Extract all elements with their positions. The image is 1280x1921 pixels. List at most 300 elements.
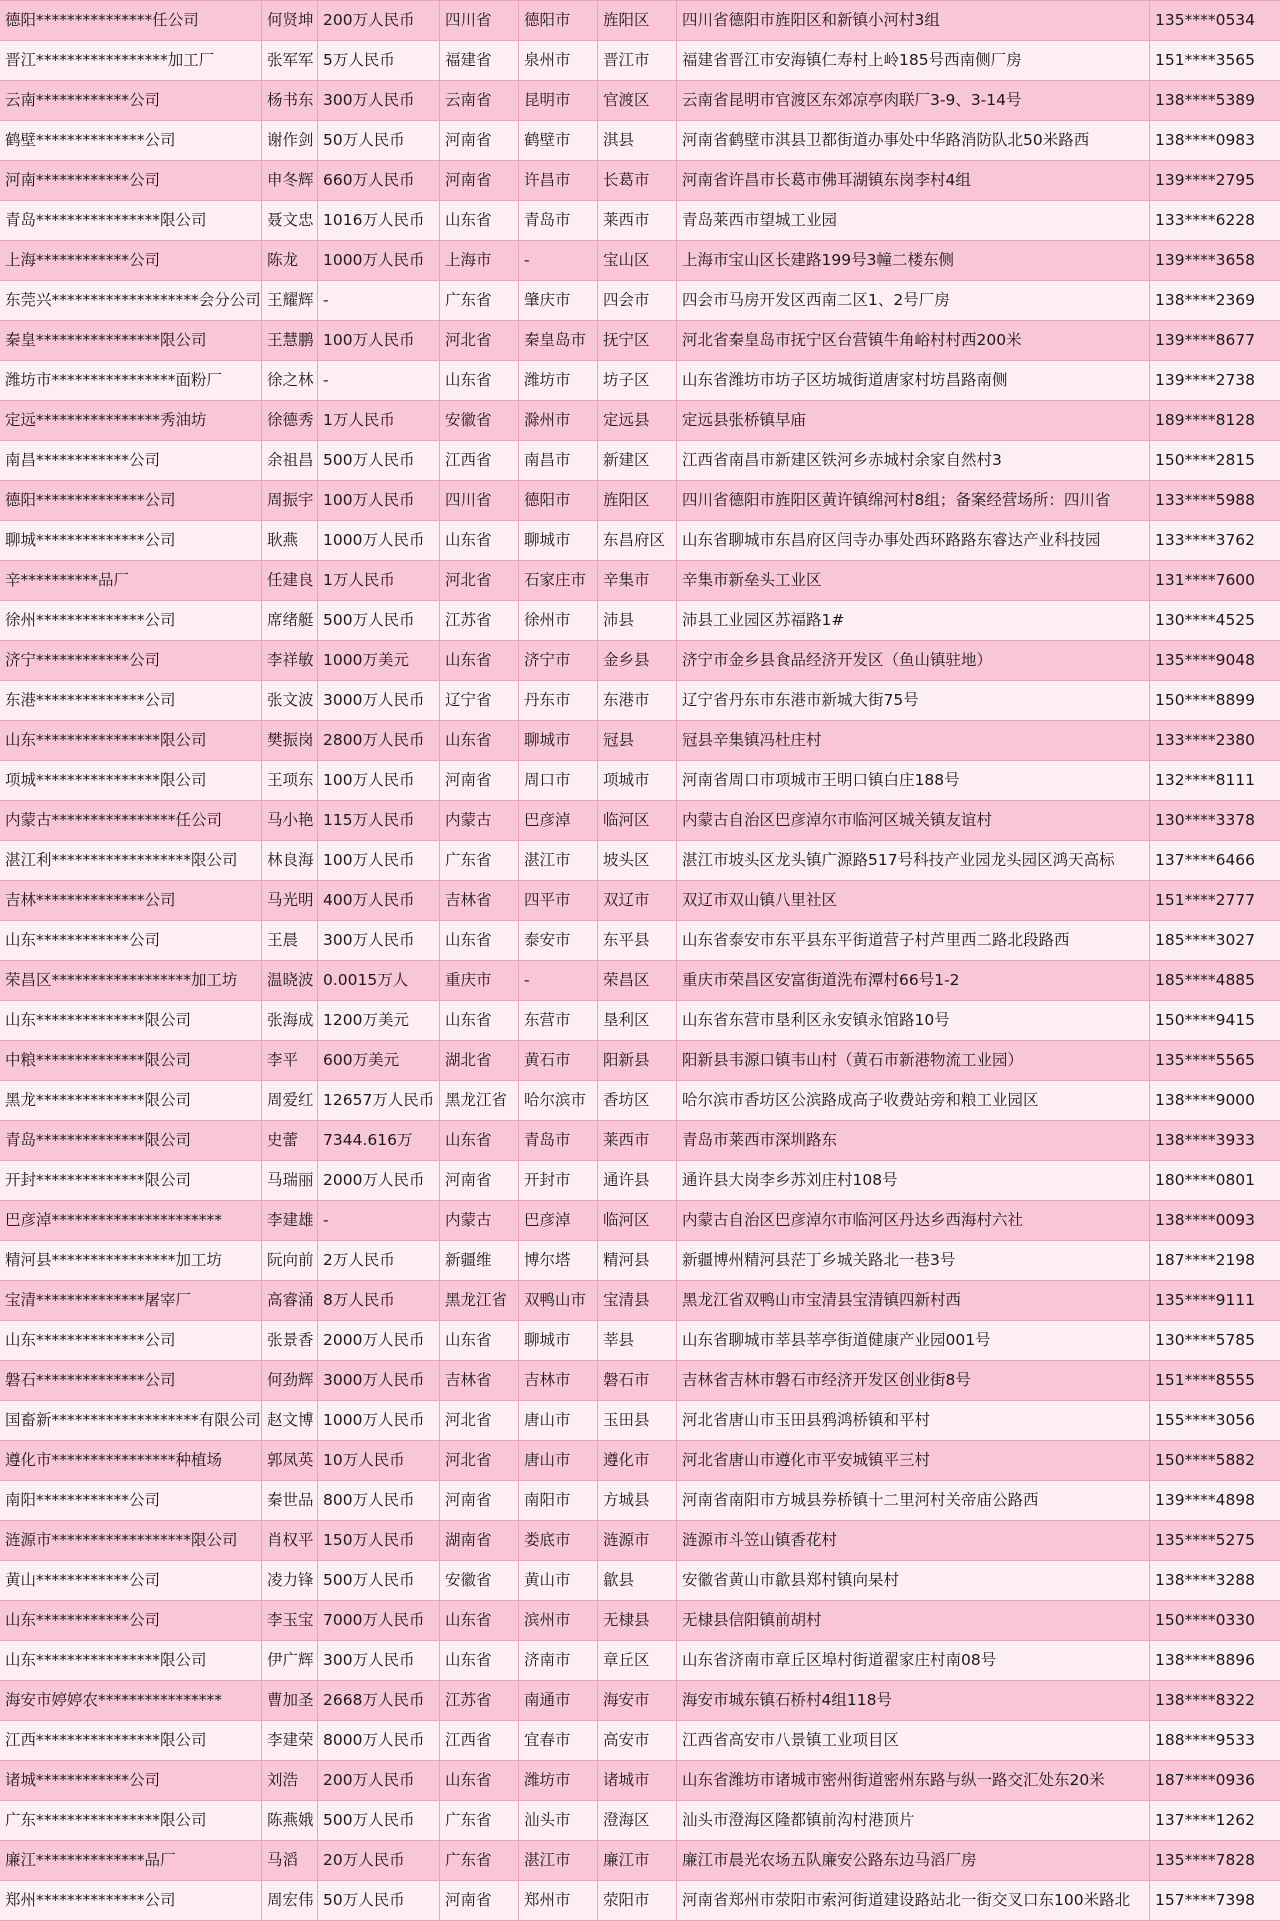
district-cell: 廉江市 (598, 1841, 677, 1880)
company-name-cell: 湛江利******************限公司 (0, 841, 262, 880)
city-cell: 潍坊市 (519, 1761, 598, 1800)
province-cell: 江苏省 (440, 1681, 519, 1720)
legal-person-cell: 王慧鹏 (262, 321, 318, 360)
district-cell: 磐石市 (598, 1361, 677, 1400)
district-cell: 宝清县 (598, 1281, 677, 1320)
address-cell: 云南省昆明市官渡区东郊凉亭肉联厂3-9、3-14号 (677, 81, 1150, 120)
registered-capital-cell: 100万人民币 (318, 481, 440, 520)
table-row (0, 1161, 1280, 1201)
registered-capital-cell: 500万人民币 (318, 1561, 440, 1600)
legal-person-cell: 刘浩 (262, 1761, 318, 1800)
province-cell: 山东省 (440, 1641, 519, 1680)
phone-cell: 150****9415 (1155, 1011, 1256, 1029)
city-cell: 宜春市 (519, 1721, 598, 1760)
city-cell: 南昌市 (519, 441, 598, 480)
company-name-cell: 青岛**************限公司 (0, 1121, 262, 1160)
address-cell: 黑龙江省双鸭山市宝清县宝清镇四新村西 (677, 1281, 1150, 1320)
legal-person-cell: 何贤坤 (262, 1, 318, 40)
company-name-cell: 郑州**************公司 (0, 1881, 262, 1920)
company-name-cell: 山东************公司 (0, 1601, 262, 1640)
phone-cell: 185****4885 (1155, 971, 1256, 989)
address-cell: 四川省德阳市旌阳区和新镇小河村3组 (677, 1, 1150, 40)
district-cell: 荣昌区 (598, 961, 677, 1000)
company-name-cell: 山东**************限公司 (0, 1001, 262, 1040)
province-cell: 山东省 (440, 201, 519, 240)
legal-person-cell: 秦世品 (262, 1481, 318, 1520)
district-cell: 淇县 (598, 121, 677, 160)
province-cell: 广东省 (440, 841, 519, 880)
province-cell: 云南省 (440, 81, 519, 120)
phone-cell: 131****7600 (1155, 571, 1256, 589)
legal-person-cell: 周宏伟 (262, 1881, 318, 1920)
legal-person-cell: 温晓波 (262, 961, 318, 1000)
city-cell: 聊城市 (519, 721, 598, 760)
address-cell: 山东省潍坊市坊子区坊城街道唐家村坊昌路南侧 (677, 361, 1150, 400)
legal-person-cell: 马小艳 (262, 801, 318, 840)
legal-person-cell: 任建良 (262, 561, 318, 600)
address-cell: 河南省郑州市荥阳市索河街道建设路站北一街交叉口东100米路北 (677, 1881, 1150, 1920)
table-row (0, 1721, 1280, 1761)
company-name-cell: 诸城************公司 (0, 1761, 262, 1800)
table-row (0, 561, 1280, 601)
legal-person-cell: 杨书东 (262, 81, 318, 120)
table-row (0, 1081, 1280, 1121)
district-cell: 章丘区 (598, 1641, 677, 1680)
company-name-cell: 涟源市******************限公司 (0, 1521, 262, 1560)
province-cell: 新疆维 (440, 1241, 519, 1280)
table-row (0, 841, 1280, 881)
district-cell: 澄海区 (598, 1801, 677, 1840)
registered-capital-cell: 500万人民币 (318, 601, 440, 640)
address-cell: 四会市马房开发区西南二区1、2号厂房 (677, 281, 1150, 320)
table-row (0, 241, 1280, 281)
table-row (0, 361, 1280, 401)
phone-cell: 138****8322 (1155, 1691, 1256, 1709)
address-cell: 河北省唐山市玉田县鸦鸿桥镇和平村 (677, 1401, 1150, 1440)
address-cell: 山东省泰安市东平县东平街道营子村芦里西二路北段路西 (677, 921, 1150, 960)
registered-capital-cell: 1016万人民币 (318, 201, 440, 240)
table-row (0, 41, 1280, 81)
company-name-cell: 聊城**************公司 (0, 521, 262, 560)
phone-cell: 151****2777 (1155, 891, 1256, 909)
province-cell: 河北省 (440, 1401, 519, 1440)
phone-cell: 155****3056 (1155, 1411, 1256, 1429)
table-row (0, 1641, 1280, 1681)
city-cell: 开封市 (519, 1161, 598, 1200)
registered-capital-cell: 300万人民币 (318, 81, 440, 120)
city-cell: 鹤壁市 (519, 121, 598, 160)
address-cell: 定远县张桥镇早庙 (677, 401, 1150, 440)
registered-capital-cell: 1000万人民币 (318, 521, 440, 560)
city-cell: 娄底市 (519, 1521, 598, 1560)
legal-person-cell: 史蕾 (262, 1121, 318, 1160)
address-cell: 河南省鹤壁市淇县卫都街道办事处中华路消防队北50米路西 (677, 121, 1150, 160)
phone-cell: 135****9048 (1155, 651, 1256, 669)
legal-person-cell: 李平 (262, 1041, 318, 1080)
legal-person-cell: 张海成 (262, 1001, 318, 1040)
table-row (0, 761, 1280, 801)
city-cell: 湛江市 (519, 841, 598, 880)
registered-capital-cell: 500万人民币 (318, 441, 440, 480)
city-cell: 南通市 (519, 1681, 598, 1720)
district-cell: 临河区 (598, 801, 677, 840)
city-cell: 肇庆市 (519, 281, 598, 320)
phone-cell: 187****0936 (1155, 1771, 1256, 1789)
legal-person-cell: 席绪艇 (262, 601, 318, 640)
province-cell: 山东省 (440, 1001, 519, 1040)
address-cell: 四川省德阳市旌阳区黄许镇绵河村8组；备案经营场所：四川省 (677, 481, 1150, 520)
company-name-cell: 江西****************限公司 (0, 1721, 262, 1760)
address-cell: 新疆博州精河县茫丁乡城关路北一巷3号 (677, 1241, 1150, 1280)
address-cell: 哈尔滨市香坊区公滨路成高子收费站旁和粮工业园区 (677, 1081, 1150, 1120)
company-name-cell: 徐州**************公司 (0, 601, 262, 640)
legal-person-cell: 曹加圣 (262, 1681, 318, 1720)
district-cell: 定远县 (598, 401, 677, 440)
province-cell: 河南省 (440, 761, 519, 800)
city-cell: 聊城市 (519, 1321, 598, 1360)
company-name-cell: 河南************公司 (0, 161, 262, 200)
address-cell: 山东省东营市垦利区永安镇永馆路10号 (677, 1001, 1150, 1040)
registered-capital-cell: 600万美元 (318, 1041, 440, 1080)
city-cell: 郑州市 (519, 1881, 598, 1920)
district-cell: 宝山区 (598, 241, 677, 280)
legal-person-cell: 申冬辉 (262, 161, 318, 200)
company-name-cell: 东莞兴*******************会分公司 (0, 281, 262, 320)
legal-person-cell: 马瑞丽 (262, 1161, 318, 1200)
city-cell: 泰安市 (519, 921, 598, 960)
address-cell: 河北省秦皇岛市抚宁区台营镇牛角峪村村西200米 (677, 321, 1150, 360)
legal-person-cell: 徐德秀 (262, 401, 318, 440)
address-cell: 福建省晋江市安海镇仁寿村上岭185号西南侧厂房 (677, 41, 1150, 80)
province-cell: 吉林省 (440, 1361, 519, 1400)
company-name-cell: 山东**************公司 (0, 1321, 262, 1360)
phone-cell: 138****0093 (1155, 1211, 1256, 1229)
legal-person-cell: 聂文忠 (262, 201, 318, 240)
phone-cell: 138****8896 (1155, 1651, 1256, 1669)
province-cell: 河北省 (440, 1441, 519, 1480)
registered-capital-cell: 300万人民币 (318, 921, 440, 960)
registered-capital-cell: 1万人民币 (318, 401, 440, 440)
table-row (0, 1321, 1280, 1361)
province-cell: 广东省 (440, 1801, 519, 1840)
registered-capital-cell: 100万人民币 (318, 321, 440, 360)
city-cell: 唐山市 (519, 1441, 598, 1480)
province-cell: 重庆市 (440, 961, 519, 1000)
registered-capital-cell: 115万人民币 (318, 801, 440, 840)
legal-person-cell: 阮向前 (262, 1241, 318, 1280)
city-cell: 黄石市 (519, 1041, 598, 1080)
legal-person-cell: 张文波 (262, 681, 318, 720)
table-row (0, 281, 1280, 321)
city-cell: 吉林市 (519, 1361, 598, 1400)
registered-capital-cell: - (318, 1201, 440, 1240)
district-cell: 坡头区 (598, 841, 677, 880)
address-cell: 内蒙古自治区巴彦淖尔市临河区城关镇友谊村 (677, 801, 1150, 840)
province-cell: 四川省 (440, 481, 519, 520)
address-cell: 山东省济南市章丘区埠村街道翟家庄村南08号 (677, 1641, 1150, 1680)
province-cell: 河北省 (440, 561, 519, 600)
company-name-cell: 中粮**************限公司 (0, 1041, 262, 1080)
company-name-cell: 宝清**************屠宰厂 (0, 1281, 262, 1320)
company-name-cell: 德阳***************任公司 (0, 1, 262, 40)
table-row (0, 1281, 1280, 1321)
address-cell: 辛集市新垒头工业区 (677, 561, 1150, 600)
district-cell: 东昌府区 (598, 521, 677, 560)
registered-capital-cell: 2800万人民币 (318, 721, 440, 760)
table-row (0, 921, 1280, 961)
district-cell: 莱西市 (598, 201, 677, 240)
table-row (0, 1241, 1280, 1281)
province-cell: 山东省 (440, 1321, 519, 1360)
district-cell: 精河县 (598, 1241, 677, 1280)
company-name-cell: 巴彦淖********************** (0, 1201, 262, 1240)
registered-capital-cell: 1200万美元 (318, 1001, 440, 1040)
legal-person-cell: 张景香 (262, 1321, 318, 1360)
table-row (0, 1201, 1280, 1241)
legal-person-cell: 肖权平 (262, 1521, 318, 1560)
province-cell: 湖北省 (440, 1041, 519, 1080)
city-cell: 双鸭山市 (519, 1281, 598, 1320)
table-row (0, 161, 1280, 201)
address-cell: 青岛市莱西市深圳路东 (677, 1121, 1150, 1160)
address-cell: 河南省许昌市长葛市佛耳湖镇东岗李村4组 (677, 161, 1150, 200)
registered-capital-cell: 300万人民币 (318, 1641, 440, 1680)
table-row (0, 481, 1280, 521)
registered-capital-cell: 1000万人民币 (318, 1401, 440, 1440)
legal-person-cell: 陈龙 (262, 241, 318, 280)
legal-person-cell: 余祖昌 (262, 441, 318, 480)
city-cell: 青岛市 (519, 1121, 598, 1160)
address-cell: 重庆市荣昌区安富街道洗布潭村66号1-2 (677, 961, 1150, 1000)
city-cell: 东营市 (519, 1001, 598, 1040)
registered-capital-cell: 2万人民币 (318, 1241, 440, 1280)
province-cell: 河南省 (440, 1161, 519, 1200)
registered-capital-cell: 3000万人民币 (318, 681, 440, 720)
city-cell: 湛江市 (519, 1841, 598, 1880)
province-cell: 山东省 (440, 921, 519, 960)
district-cell: 辛集市 (598, 561, 677, 600)
phone-cell: 133****3762 (1155, 531, 1256, 549)
registered-capital-cell: - (318, 281, 440, 320)
district-cell: 方城县 (598, 1481, 677, 1520)
table-row (0, 1001, 1280, 1041)
legal-person-cell: 张军军 (262, 41, 318, 80)
phone-cell: 138****2369 (1155, 291, 1256, 309)
phone-cell: 150****0330 (1155, 1611, 1256, 1629)
address-cell: 内蒙古自治区巴彦淖尔市临河区丹达乡西海村六社 (677, 1201, 1150, 1240)
province-cell: 山东省 (440, 521, 519, 560)
registered-capital-cell: 1000万美元 (318, 641, 440, 680)
company-name-cell: 山东****************限公司 (0, 1641, 262, 1680)
city-cell: 昆明市 (519, 81, 598, 120)
phone-cell: 135****5565 (1155, 1051, 1256, 1069)
company-name-cell: 秦皇****************限公司 (0, 321, 262, 360)
table-row (0, 721, 1280, 761)
company-name-cell: 黑龙**************限公司 (0, 1081, 262, 1120)
company-name-cell: 项城****************限公司 (0, 761, 262, 800)
province-cell: 上海市 (440, 241, 519, 280)
registered-capital-cell: 10万人民币 (318, 1441, 440, 1480)
registered-capital-cell: 0.0015万人 (318, 961, 440, 1000)
province-cell: 河南省 (440, 1481, 519, 1520)
province-cell: 山东省 (440, 721, 519, 760)
company-name-cell: 潍坊市****************面粉厂 (0, 361, 262, 400)
district-cell: 项城市 (598, 761, 677, 800)
province-cell: 河北省 (440, 321, 519, 360)
registered-capital-cell: 2668万人民币 (318, 1681, 440, 1720)
province-cell: 安徽省 (440, 401, 519, 440)
province-cell: 广东省 (440, 1841, 519, 1880)
registered-capital-cell: 100万人民币 (318, 761, 440, 800)
district-cell: 阳新县 (598, 1041, 677, 1080)
company-name-cell: 东港**************公司 (0, 681, 262, 720)
district-cell: 晋江市 (598, 41, 677, 80)
company-name-cell: 黄山************公司 (0, 1561, 262, 1600)
table-row (0, 801, 1280, 841)
city-cell: 博尔塔 (519, 1241, 598, 1280)
legal-person-cell: 李建荣 (262, 1721, 318, 1760)
address-cell: 上海市宝山区长建路199号3幢二楼东侧 (677, 241, 1150, 280)
phone-cell: 135****0534 (1155, 11, 1256, 29)
phone-cell: 151****8555 (1155, 1371, 1256, 1389)
address-cell: 汕头市澄海区隆都镇前沟村港顶片 (677, 1801, 1150, 1840)
province-cell: 辽宁省 (440, 681, 519, 720)
district-cell: 涟源市 (598, 1521, 677, 1560)
table-row (0, 201, 1280, 241)
company-name-cell: 定远****************秀油坊 (0, 401, 262, 440)
district-cell: 临河区 (598, 1201, 677, 1240)
legal-person-cell: 谢作剑 (262, 121, 318, 160)
province-cell: 黑龙江省 (440, 1081, 519, 1120)
city-cell: - (519, 241, 598, 280)
phone-cell: 138****9000 (1155, 1091, 1256, 1109)
province-cell: 山东省 (440, 1761, 519, 1800)
table-row (0, 81, 1280, 121)
phone-cell: 133****5988 (1155, 491, 1256, 509)
legal-person-cell: 周爱红 (262, 1081, 318, 1120)
company-name-cell: 精河县****************加工坊 (0, 1241, 262, 1280)
address-cell: 江西省高安市八景镇工业项目区 (677, 1721, 1150, 1760)
table-row (0, 1, 1280, 41)
company-name-cell: 磐石**************公司 (0, 1361, 262, 1400)
registered-capital-cell: 400万人民币 (318, 881, 440, 920)
company-name-cell: 开封**************限公司 (0, 1161, 262, 1200)
registered-capital-cell: 7344.616万 (318, 1121, 440, 1160)
province-cell: 湖南省 (440, 1521, 519, 1560)
phone-cell: 138****3288 (1155, 1571, 1256, 1589)
company-name-cell: 吉林**************公司 (0, 881, 262, 920)
phone-cell: 130****4525 (1155, 611, 1256, 629)
phone-cell: 135****7828 (1155, 1851, 1256, 1869)
province-cell: 福建省 (440, 41, 519, 80)
district-cell: 双辽市 (598, 881, 677, 920)
registered-capital-cell: 7000万人民币 (318, 1601, 440, 1640)
province-cell: 河南省 (440, 121, 519, 160)
table-row (0, 1401, 1280, 1441)
city-cell: 徐州市 (519, 601, 598, 640)
table-row (0, 1561, 1280, 1601)
phone-cell: 133****6228 (1155, 211, 1256, 229)
registered-capital-cell: 50万人民币 (318, 121, 440, 160)
company-name-cell: 济宁************公司 (0, 641, 262, 680)
company-name-cell: 南阳************公司 (0, 1481, 262, 1520)
phone-cell: 139****2795 (1155, 171, 1256, 189)
registered-capital-cell: 50万人民币 (318, 1881, 440, 1920)
table-row (0, 961, 1280, 1001)
registered-capital-cell: - (318, 361, 440, 400)
table-row (0, 601, 1280, 641)
province-cell: 河南省 (440, 1881, 519, 1920)
phone-cell: 157****7398 (1155, 1891, 1256, 1909)
address-cell: 青岛莱西市望城工业园 (677, 201, 1150, 240)
company-name-cell: 南昌************公司 (0, 441, 262, 480)
city-cell: 秦皇岛市 (519, 321, 598, 360)
province-cell: 山东省 (440, 1601, 519, 1640)
province-cell: 广东省 (440, 281, 519, 320)
phone-cell: 151****3565 (1155, 51, 1256, 69)
district-cell: 冠县 (598, 721, 677, 760)
company-name-cell: 山东****************限公司 (0, 721, 262, 760)
legal-person-cell: 周振宇 (262, 481, 318, 520)
address-cell: 涟源市斗笠山镇香花村 (677, 1521, 1150, 1560)
province-cell: 山东省 (440, 641, 519, 680)
legal-person-cell: 何劲辉 (262, 1361, 318, 1400)
legal-person-cell: 王晨 (262, 921, 318, 960)
table-row (0, 401, 1280, 441)
district-cell: 玉田县 (598, 1401, 677, 1440)
district-cell: 官渡区 (598, 81, 677, 120)
province-cell: 江西省 (440, 1721, 519, 1760)
legal-person-cell: 王耀辉 (262, 281, 318, 320)
city-cell: 滁州市 (519, 401, 598, 440)
city-cell: 潍坊市 (519, 361, 598, 400)
phone-cell: 139****3658 (1155, 251, 1256, 269)
phone-cell: 135****5275 (1155, 1531, 1256, 1549)
phone-cell: 150****8899 (1155, 691, 1256, 709)
legal-person-cell: 凌力锋 (262, 1561, 318, 1600)
table-row (0, 881, 1280, 921)
province-cell: 山东省 (440, 1121, 519, 1160)
phone-cell: 150****2815 (1155, 451, 1256, 469)
district-cell: 沛县 (598, 601, 677, 640)
legal-person-cell: 赵文博 (262, 1401, 318, 1440)
address-cell: 湛江市坡头区龙头镇广源路517号科技产业园龙头园区鸿天高标 (677, 841, 1150, 880)
company-name-cell: 廉江**************品厂 (0, 1841, 262, 1880)
district-cell: 莘县 (598, 1321, 677, 1360)
phone-cell: 185****3027 (1155, 931, 1256, 949)
address-cell: 阳新县韦源口镇韦山村（黄石市新港物流工业园） (677, 1041, 1150, 1080)
company-name-cell: 晋江*****************加工厂 (0, 41, 262, 80)
table-row (0, 1601, 1280, 1641)
table-row (0, 1881, 1280, 1921)
address-cell: 河北省唐山市遵化市平安城镇平三村 (677, 1441, 1150, 1480)
province-cell: 江西省 (440, 441, 519, 480)
phone-cell: 139****8677 (1155, 331, 1256, 349)
legal-person-cell: 陈燕娥 (262, 1801, 318, 1840)
province-cell: 内蒙古 (440, 801, 519, 840)
district-cell: 坊子区 (598, 361, 677, 400)
company-name-cell: 遵化市****************种植场 (0, 1441, 262, 1480)
table-row (0, 1761, 1280, 1801)
city-cell: 汕头市 (519, 1801, 598, 1840)
phone-cell: 133****2380 (1155, 731, 1256, 749)
district-cell: 香坊区 (598, 1081, 677, 1120)
legal-person-cell: 马滔 (262, 1841, 318, 1880)
province-cell: 河南省 (440, 161, 519, 200)
company-name-cell: 上海************公司 (0, 241, 262, 280)
province-cell: 江苏省 (440, 601, 519, 640)
table-row (0, 1441, 1280, 1481)
